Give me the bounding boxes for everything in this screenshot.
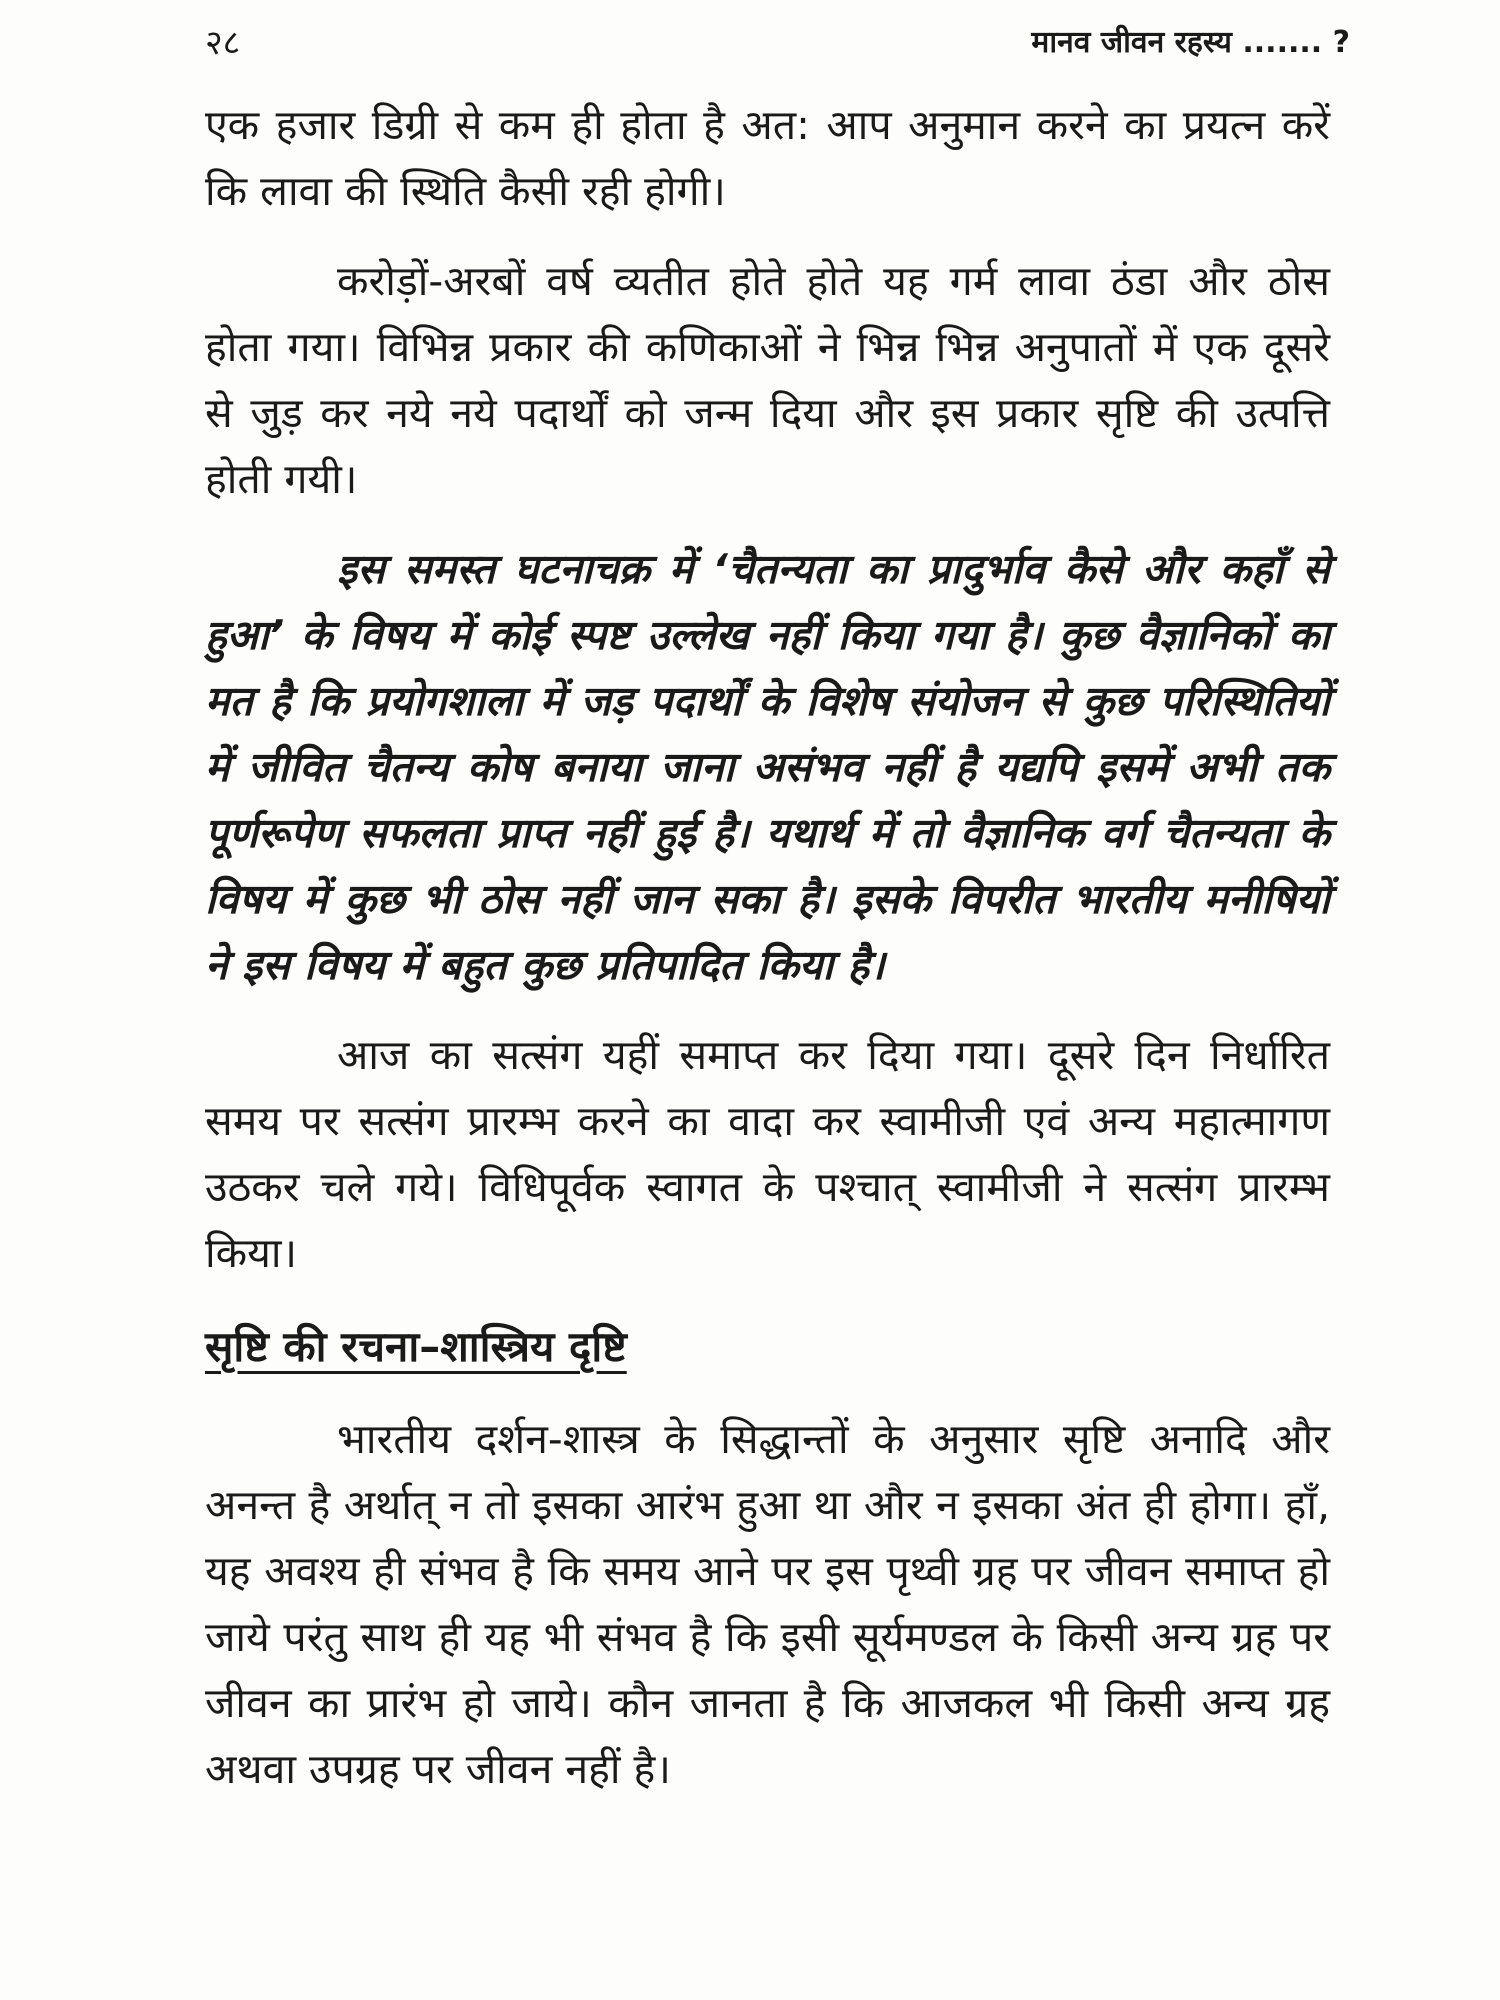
section-heading: सृष्टि की रचना–शास्त्रिय दृष्टि xyxy=(205,1322,627,1371)
body-text xyxy=(205,92,1330,1802)
running-title: मानव जीवन रहस्य ....... ? xyxy=(1031,25,1350,60)
page-number: २८ xyxy=(205,23,241,63)
page-header xyxy=(205,18,1350,78)
paragraph-continuation: एक हजार डिग्री से कम ही होता है अत: आप अनुमान करने का प्रयत्न करें कि लावा की स्थिति कैसी रही होगी। xyxy=(205,101,1330,215)
paragraph-indian-philosophy: भारतीय दर्शन-शास्त्र के सिद्धान्तों के अनुसार सृष्टि अनादि और अनन्त है अर्थात् न तो इसका आरंभ हुआ था और न इसका अंत ही होगा। हाँ, यह अवश्य ही संभव है कि समय आने पर इस पृथ्वी ग्रह पर जीवन समाप्त हो जाये परंतु साथ ही यह भी संभव है कि इसी सूर्यमण्डल के किसी अन्य ग्रह पर जीवन का प्रारंभ हो जाये। कौन जानता है कि आजकल भी किसी अन्य ग्रह अथवा उपग्रह पर जीवन नहीं है। xyxy=(205,1415,1330,1793)
paragraph-consciousness-emphasis: इस समस्त घटनाचक्र में ‘चैतन्यता का प्रादुर्भाव कैसे और कहाँ से हुआ’ के विषय में कोई स्पष्ट उल्लेख नहीं किया गया है। कुछ वैज्ञानिकों का मत है कि प्रयोगशाला में जड़ पदार्थों के विशेष संयोजन से कुछ परिस्थितियों में जीवित चैतन्य कोष बनाया जाना असंभव नहीं है यद्यपि इसमें अभी तक पूर्णरूपेण सफलता प्राप्त नहीं हुई है। यथार्थ में तो वैज्ञानिक वर्ग चैतन्यता के विषय में कुछ भी ठोस नहीं जान सका है। इसके विपरीत भारतीय मनीषियों ने इस विषय में बहुत कुछ प्रतिपादित किया है। xyxy=(205,545,1330,989)
paragraph-satsang-end: आज का सत्संग यहीं समाप्त कर दिया गया। दूसरे दिन निर्धारित समय पर सत्संग प्रारम्भ करने का वादा कर स्वामीजी एवं अन्य महात्मागण उठकर चले गये। विधिपूर्वक स्वागत के पश्चात् स्वामीजी ने सत्संग प्रारम्भ किया। xyxy=(205,1031,1330,1277)
paragraph-lava-cooling: करोड़ों-अरबों वर्ष व्यतीत होते होते यह गर्म लावा ठंडा और ठोस होता गया। विभिन्न प्रकार की कणिकाओं ने भिन्न भिन्न अनुपातों में एक दूसरे से जुड़ कर नये नये पदार्थों को जन्म दिया और इस प्रकार सृष्टि की उत्पत्ति होती गयी। xyxy=(205,257,1330,503)
